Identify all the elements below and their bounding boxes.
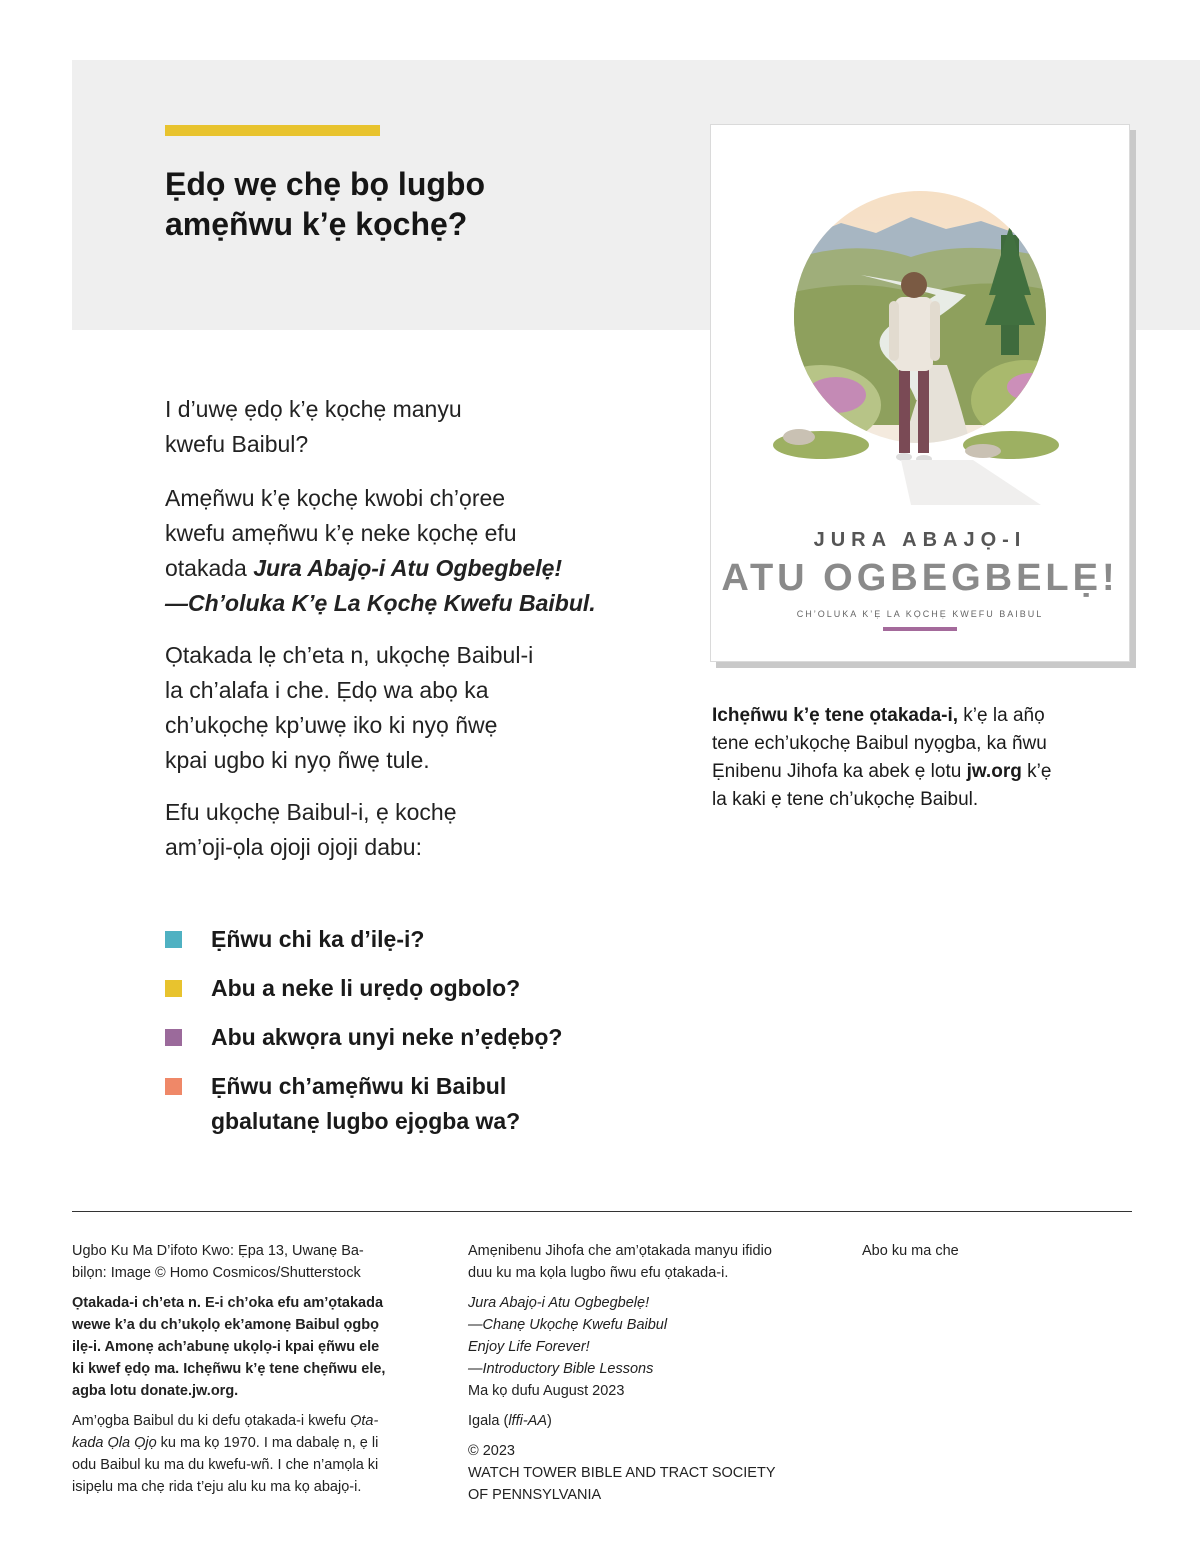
paragraph-1-line1: Amẹñwu k’ẹ kọchẹ kwobi ch’ọree [165,485,506,511]
paragraph-2-line3: ch’ukọchẹ kp’uwẹ iko ki nyọ ñwẹ [165,712,498,738]
list-item [165,922,645,957]
square-bullet-icon [165,931,182,948]
list-item-text: Ẹñwu chi ka d’ilẹ-i? [211,926,425,952]
question-list [165,922,645,1153]
language-code [468,1410,838,1432]
donation-line5: agba lotu donate.jw.org. [72,1383,239,1399]
footer-column-3 [862,1240,1162,1270]
publisher-line2: duu ku ma kọla lugbo ñwu efu ọtakada-i. [468,1265,729,1281]
edition-title-line1: Jura Abajọ-i Atu Ogbegbelẹ! [468,1295,650,1311]
donation-line4: ki kwef ẹdọ ma. Ichẹñwu k’ẹ tene chẹñwu ele, [72,1361,386,1377]
square-bullet-icon [165,980,182,997]
donation-line1: Ọtakada-i ch’eta n. E-i ch’oka efu am’ọtakada [72,1295,384,1311]
cover-illustration [711,125,1129,525]
bible-translation-note [72,1410,428,1498]
list-item [165,1020,645,1055]
photo-credit-line2: bilọn: Image © Homo Cosmicos/Shutterstock [72,1265,361,1281]
paragraph-2-line1: Ọtakada lẹ ch’eta n, ukọchẹ Baibul-i [165,642,534,668]
copyright-owner-line2: OF PENNSYLVANIA [468,1487,602,1503]
bible-line4: isipẹlu ma chẹ rida t’eju alu ku ma kọ abajọ-i. [72,1479,362,1495]
paragraph-1-line3: otakada [165,555,254,581]
paragraph-3-line2: am’oji-ọla ojoji ojoji dabu: [165,834,422,860]
paragraph-1-line2: kwefu amẹñwu k’ẹ neke kọchẹ efu [165,520,517,546]
square-bullet-icon [165,1029,182,1046]
body-text [165,392,645,882]
caption-line1: k’ẹ la añọ [958,705,1045,726]
photo-credit [72,1240,428,1284]
donation-note [72,1292,428,1402]
paragraph-1 [165,481,645,621]
cover-caption [712,702,1132,814]
paragraph-2-line4: kpai ugbo ki nyọ ñwẹ tule. [165,747,430,773]
edition-title-line2: —Chanẹ Ukọchẹ Kwefu Baibul [468,1317,668,1333]
bible-line2: ku ma kọ 1970. I ma dabalẹ n, ẹ li [156,1435,379,1451]
donation-line2: wewe k’a du ch’ukọlọ ek’amonẹ Baibul ọgbọ [72,1317,379,1333]
caption-lead: Ichẹñwu k’ẹ tene ọtakada-i, [712,705,959,726]
list-item [165,971,645,1006]
list-item [165,1069,645,1139]
photo-credit-line1: Ugbo Ku Ma D’ifoto Kwo: Ẹpa 13, Uwanẹ Ba- [72,1243,364,1259]
edition-info [468,1292,838,1402]
page-title-line1: Ẹdọ wẹ chẹ bọ lugbo [165,166,485,202]
intro-question-line1: I d’uwẹ ẹdọ k’ẹ kọchẹ manyu [165,396,462,422]
page-title [165,164,625,244]
paragraph-2 [165,638,645,778]
edition-title-line4: —Introductory Bible Lessons [468,1361,654,1377]
book-subtitle: —Ch’oluka K’ẹ La Kọchẹ Kwefu Baibul. [165,590,596,616]
publisher-line1: Amẹnibenu Jihofa che am’ọtakada manyu ifidio [468,1243,772,1259]
footer-column-2 [468,1240,838,1514]
list-item-text: Abu akwọra unyi neke n’ẹdẹbọ? [211,1024,563,1050]
list-item-text-line2: gbalutanẹ lugbo ejọgba wa? [211,1108,521,1134]
publisher-note [468,1240,838,1284]
cover-subtitle: CH’OLUKA K’Ẹ LA KỌCHẸ KWEFU BAIBUL [796,609,1044,619]
paragraph-2-line2: la ch’alafa i che. Ẹdọ wa abọ ka [165,677,489,703]
cover-rule [883,627,957,631]
bible-title-part2: kada Ọla Ọjọ [72,1435,157,1451]
distributor-label: Abo ku ma che [862,1243,959,1259]
cover-kicker: JURA ABAJỌ-I [813,529,1027,551]
footer-divider [72,1211,1132,1212]
accent-bar [165,125,380,136]
intro-question-line2: kwefu Baibul? [165,431,309,457]
language-name: Igala ( [468,1413,509,1429]
copyright-owner-line1: WATCH TOWER BIBLE AND TRACT SOCIETY [468,1465,776,1481]
book-cover [710,124,1130,662]
list-item-text: Ẹñwu ch’amẹñwu ki Baibul [211,1073,507,1099]
caption-line2: tene ech’ukọchẹ Baibul nyọgba, ka ñwu [712,733,1047,754]
page-title-line2: amẹñwu k’ẹ kọchẹ? [165,206,468,242]
caption-line4: la kaki ẹ tene ch’ukọchẹ Baibul. [712,789,979,810]
language-close: ) [546,1413,552,1429]
square-bullet-icon [165,1078,182,1095]
paragraph-3 [165,795,645,865]
jw-org-link[interactable]: jw.org [966,761,1022,782]
list-item-text: Abu a neke li urẹdọ ogbolo? [211,975,521,1001]
paragraph-3-line1: Efu ukọchẹ Baibul-i, ẹ kochẹ [165,799,457,825]
donation-line3: ilẹ-i. Amonẹ ach’abunẹ ukọlọ-i kpai ẹñwu ele [72,1339,380,1355]
bible-line1: Am’ọgba Baibul du ki defu ọtakada-i kwefu [72,1413,351,1429]
edition-title-line3: Enjoy Life Forever! [468,1339,590,1355]
copyright [468,1440,838,1506]
bible-line3: odu Baibul ku ma du kwefu-wñ. I che n’amọla ki [72,1457,379,1473]
intro-question [165,392,645,462]
footer-column-1 [72,1240,428,1506]
bible-title-part1: Ọta- [350,1413,379,1429]
caption-line3-prefix: Ẹnibenu Jihofa ka abek ẹ lotu [712,761,967,782]
caption-line3-suffix: k’ẹ [1021,761,1052,782]
printing-date: Ma kọ dufu August 2023 [468,1383,625,1399]
cover-title: ATU OGBEGBELẸ! [721,557,1119,599]
book-title: Jura Abajọ-i Atu Ogbegbelẹ! [253,555,563,581]
language-code-value: lffi-AA [508,1413,547,1429]
copyright-year: © 2023 [468,1443,515,1459]
